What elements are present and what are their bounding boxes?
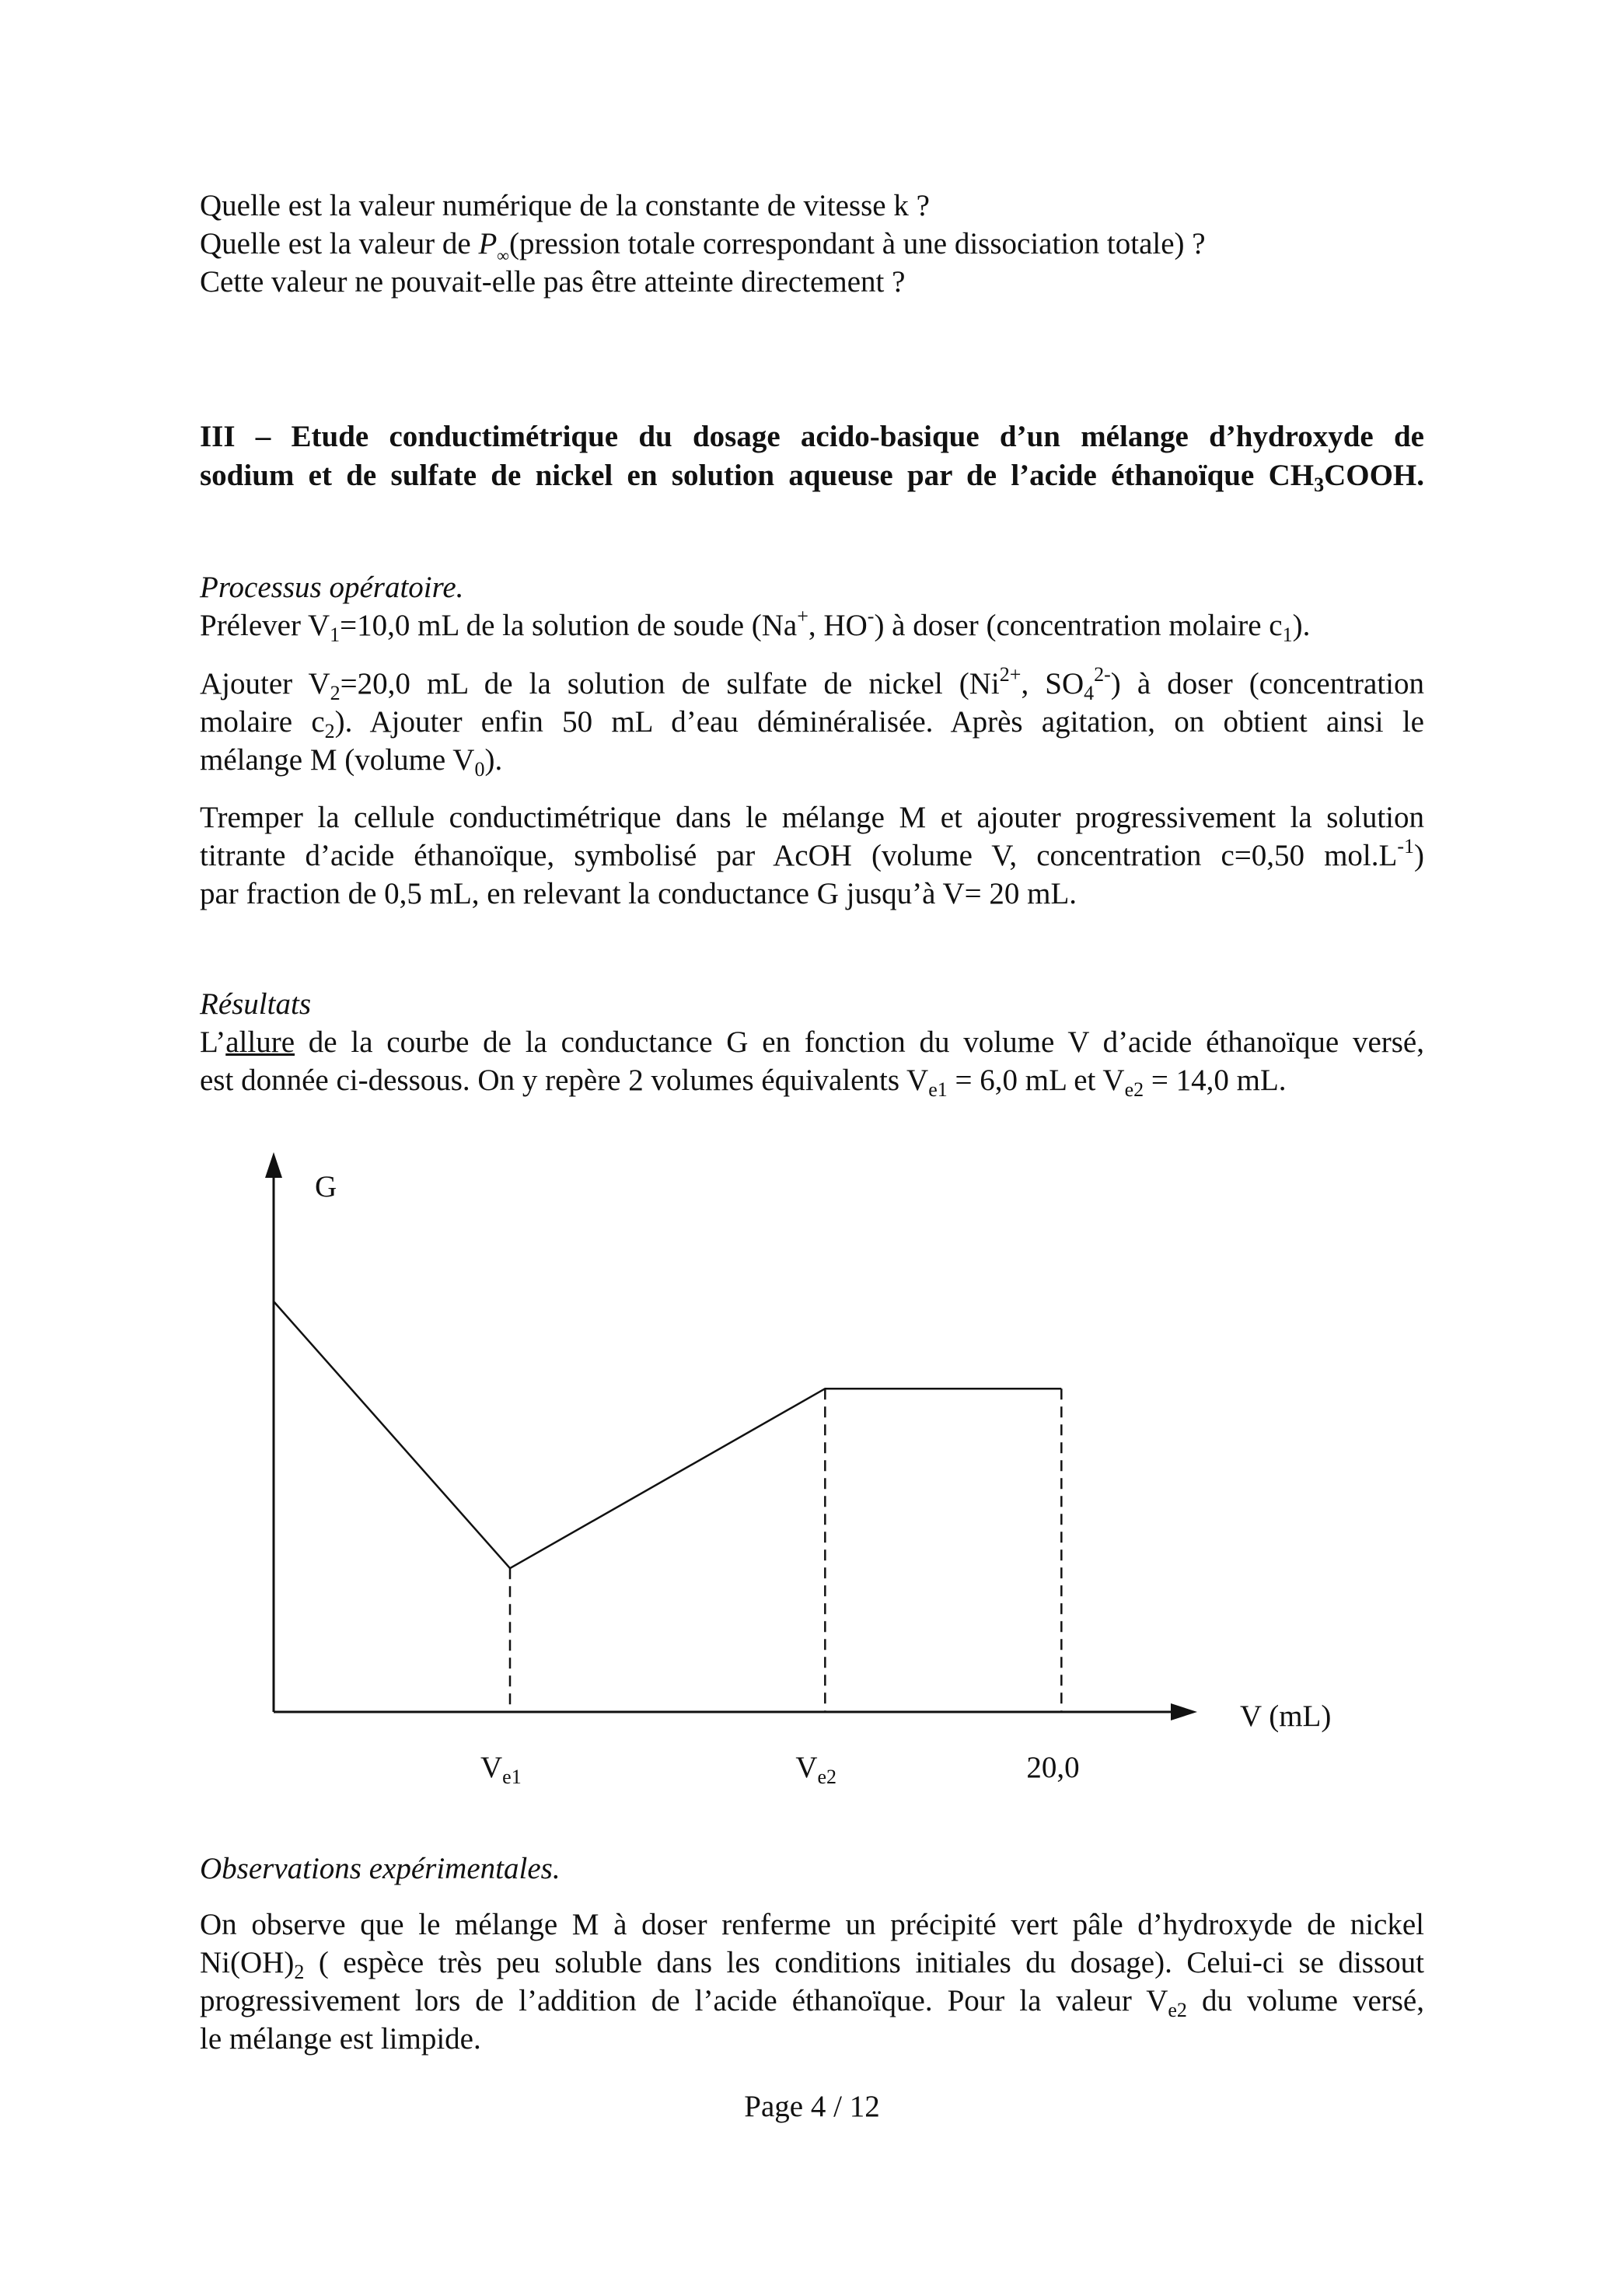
p2-l2-a: molaire c	[200, 705, 325, 739]
p-symbol: P	[478, 227, 498, 260]
p2-l1-c: , SO	[1021, 667, 1084, 700]
x-axis-arrow	[1171, 1703, 1197, 1720]
p3-l2-sup: -1	[1397, 835, 1414, 858]
results-l1-a: L’	[200, 1025, 226, 1059]
x-tick-subscript: e2	[817, 1766, 837, 1788]
page-number: Page 4 / 12	[744, 2090, 880, 2123]
section-title-text: sodium et de sulfate de nickel en solution aqueuse par de l’acide éthanoïque CH	[200, 459, 1315, 492]
p2-l2-b: ). Ajouter enfin 50 mL d’eau déminéralisée. Après agitation, on obtient ainsi le	[334, 705, 1424, 739]
x-tick-subscript: e1	[502, 1766, 522, 1788]
p1-text-d: ) à doser (concentration molaire c	[874, 609, 1283, 642]
p1-sub-d: 1	[1282, 624, 1293, 646]
p3-l2-b: )	[1414, 839, 1424, 872]
x-tick-base: 20,0	[1026, 1751, 1080, 1784]
chart-x-label: V (mL)	[1240, 1699, 1332, 1733]
p2-l1-b: =20,0 mL de la solution de sulfate de nickel (Ni	[340, 667, 1000, 700]
protocol-heading: Processus opératoire.	[200, 571, 464, 604]
observations-line1: On observe que le mélange M à doser renferme un précipité vert pâle d’hydroxyde de nickel	[200, 1908, 1424, 1941]
p2-l2-sub: 2	[324, 720, 335, 742]
p2-l1-sub: 2	[330, 682, 341, 704]
chart-y-label: G	[315, 1170, 337, 1203]
p1-sup-c: -	[867, 605, 875, 627]
observations-line3	[200, 1982, 1424, 2020]
results-l1-underlined: allure	[225, 1025, 295, 1059]
p2-l1-sup1: 2+	[999, 663, 1022, 686]
p1-text-b: =10,0 mL de la solution de soude (Na	[340, 609, 798, 642]
x-tick-base: V	[480, 1751, 503, 1784]
results-l2-a: est donnée ci-dessous. On y repère 2 volumes équivalents V	[200, 1064, 929, 1097]
question-k: Quelle est la valeur numérique de la constante de vitesse k ?	[200, 189, 930, 222]
x-tick-base: V	[795, 1751, 818, 1784]
series-line-G	[274, 1301, 1061, 1568]
p1-text-a: Prélever V	[200, 609, 330, 642]
obs-l2-a: Ni(OH)	[200, 1946, 295, 1979]
p2-l3-a: mélange M (volume V	[200, 743, 475, 777]
question-p-text-after: (pression totale correspondant à une dissociation totale) ?	[508, 227, 1206, 260]
p3-l2-a: titrante d’acide éthanoïque, symbolisé par AcOH (volume V, concentration c=0,50 mol.L	[200, 839, 1398, 872]
results-l2-b: = 6,0 mL et V	[947, 1064, 1125, 1097]
section-title-end: COOH.	[1324, 459, 1424, 492]
obs-l3-sub: e2	[1168, 1999, 1187, 2021]
observations-line2	[200, 1944, 1424, 1982]
observations-line4: le mélange est limpide.	[200, 2022, 481, 2056]
p2-l3-b: ).	[484, 743, 503, 777]
section-title-line1: III – Etude conductimétrique du dosage acido-basique d’un mélange d’hydroxyde de	[200, 420, 1424, 453]
y-axis-arrow	[265, 1152, 282, 1178]
p1-sup-b: +	[797, 605, 809, 627]
observations-heading: Observations expérimentales.	[200, 1852, 561, 1885]
obs-l2-sub: 2	[294, 1961, 305, 1983]
p2-l1-sup2: 2-	[1094, 663, 1111, 686]
results-heading: Résultats	[200, 987, 311, 1021]
protocol-paragraph-3-line1: Tremper la cellule conductimétrique dans le mélange M et ajouter progressivement la solution	[200, 801, 1424, 834]
results-l2-sub2: e2	[1124, 1078, 1144, 1101]
p2-l1-d: ) à doser (concentration	[1110, 667, 1425, 700]
chart-guides	[510, 1389, 1061, 1712]
results-l1-b: de la courbe de la conductance G en fonction du volume V d’acide éthanoïque versé,	[295, 1025, 1424, 1059]
chart-series	[274, 1301, 1061, 1568]
p1-text-e: ).	[1292, 609, 1311, 642]
chart-axes	[265, 1152, 1197, 1720]
obs-l3-a: progressivement lors de l’addition de l’acide éthanoïque. Pour la valeur V	[200, 1984, 1168, 2017]
x-tick-label	[795, 1749, 836, 1787]
question-p-text-before: Quelle est la valeur de	[200, 227, 471, 260]
section-title-subscript: 3	[1314, 473, 1325, 496]
x-tick-label	[480, 1749, 522, 1787]
results-l2-c: = 14,0 mL.	[1144, 1064, 1287, 1097]
protocol-paragraph-3-line3: par fraction de 0,5 mL, en relevant la conductance G jusqu’à V= 20 mL.	[200, 877, 1077, 910]
obs-l2-b: ( espèce très peu soluble dans les conditions initiales du dosage). Celui-ci se dissout	[304, 1946, 1424, 1979]
p1-text-c: , HO	[808, 609, 868, 642]
p2-l1-a: Ajouter V	[200, 667, 330, 700]
p2-l3-sub: 0	[474, 758, 485, 781]
p2-l1-sub2: 4	[1084, 682, 1095, 704]
infinity-subscript: ∞	[497, 246, 509, 265]
x-tick-label	[1026, 1749, 1079, 1787]
p1-sub-a: 1	[330, 624, 341, 646]
obs-l3-b: du volume versé,	[1186, 1984, 1424, 2017]
results-l2-sub1: e1	[928, 1078, 948, 1101]
question-direct: Cette valeur ne pouvait-elle pas être atteinte directement ?	[200, 265, 906, 299]
